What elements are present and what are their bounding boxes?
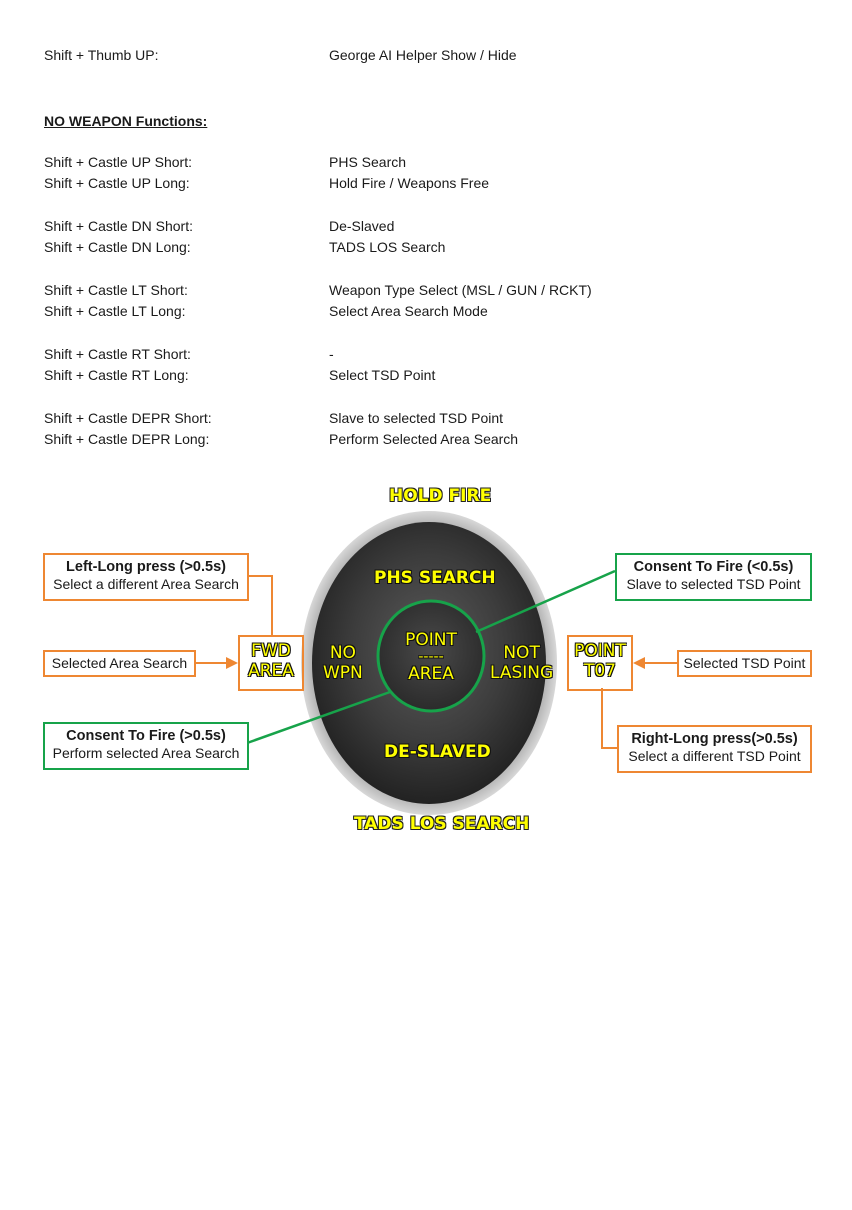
- callout-title: Left-Long press (>0.5s): [66, 559, 226, 575]
- row-value: Slave to selected TSD Point: [329, 410, 504, 426]
- right-long-press-callout: [617, 725, 812, 773]
- point-t07-box: [567, 635, 633, 691]
- hold-fire-label: HOLD FIRE: [389, 486, 492, 506]
- callout-desc: Slave to selected TSD Point: [626, 576, 801, 592]
- row-key: Shift + Castle DN Long:: [44, 239, 191, 255]
- left-long-press-callout: [43, 553, 249, 601]
- center-line-3: AREA: [408, 664, 454, 684]
- point-area-center-label: [402, 630, 460, 684]
- fwd-area-line-2: AREA: [248, 661, 294, 681]
- not-lasing-line-1: NOT: [503, 643, 540, 663]
- point-t07-line-2: T07: [583, 661, 617, 681]
- phs-search-label: PHS SEARCH: [374, 568, 496, 588]
- row-key: Shift + Castle DEPR Long:: [44, 431, 210, 447]
- row-value: George AI Helper Show / Hide: [329, 47, 517, 63]
- callout-text: Selected TSD Point: [683, 655, 806, 671]
- row-value: -: [329, 346, 334, 362]
- center-line-1: POINT: [405, 630, 457, 650]
- row-value: Select TSD Point: [329, 367, 436, 383]
- not-lasing-line-2: LASING: [490, 663, 554, 683]
- castle-switch-diagram: [0, 480, 852, 840]
- fwd-area-line-1: FWD: [251, 641, 291, 661]
- section-heading: NO WEAPON Functions:: [44, 113, 208, 129]
- row-key: Shift + Castle RT Short:: [44, 346, 191, 362]
- fwd-area-box: [238, 635, 304, 691]
- consent-short-callout: [615, 553, 812, 601]
- row-key: Shift + Castle LT Short:: [44, 282, 188, 298]
- row-key: Shift + Castle LT Long:: [44, 303, 186, 319]
- row-value: Hold Fire / Weapons Free: [329, 175, 490, 191]
- row-value: Perform Selected Area Search: [329, 431, 519, 447]
- no-wpn-label: [323, 643, 363, 683]
- callout-desc: Select a different Area Search: [53, 576, 239, 592]
- selected-area-callout: [43, 650, 196, 677]
- row-value: PHS Search: [329, 154, 407, 170]
- row-key: Shift + Thumb UP:: [44, 47, 159, 63]
- center-line-2: -----: [418, 649, 444, 665]
- callout-title: Consent To Fire (<0.5s): [633, 559, 794, 575]
- row-value: Weapon Type Select (MSL / GUN / RCKT): [329, 282, 592, 298]
- row-value: De-Slaved: [329, 218, 395, 234]
- selected-tsd-callout: [677, 650, 812, 677]
- callout-desc: Select a different TSD Point: [628, 748, 801, 764]
- arrow-selected-tsd: [633, 657, 645, 669]
- no-wpn-line-2: WPN: [323, 663, 363, 683]
- no-wpn-line-1: NO: [329, 643, 356, 663]
- arrow-selected-area: [226, 657, 238, 669]
- row-value: TADS LOS Search: [329, 239, 446, 255]
- row-key: Shift + Castle RT Long:: [44, 367, 189, 383]
- callout-text: Selected Area Search: [51, 655, 188, 671]
- consent-long-callout: [43, 722, 249, 770]
- de-slaved-label: DE-SLAVED: [384, 742, 491, 762]
- row-key: Shift + Castle DN Short:: [44, 218, 194, 234]
- callout-title: Right-Long press(>0.5s): [631, 731, 798, 747]
- row-key: Shift + Castle DEPR Short:: [44, 410, 212, 426]
- row-key: Shift + Castle UP Long:: [44, 175, 190, 191]
- line-left-long: [249, 576, 272, 635]
- callout-title: Consent To Fire (>0.5s): [66, 728, 226, 744]
- row-key: Shift + Castle UP Short:: [44, 154, 192, 170]
- not-lasing-label: [490, 643, 553, 683]
- point-t07-line-1: POINT: [574, 641, 626, 661]
- row-value: Select Area Search Mode: [329, 303, 488, 319]
- callout-desc: Perform selected Area Search: [52, 745, 240, 761]
- tads-los-search-label: TADS LOS SEARCH: [354, 814, 530, 834]
